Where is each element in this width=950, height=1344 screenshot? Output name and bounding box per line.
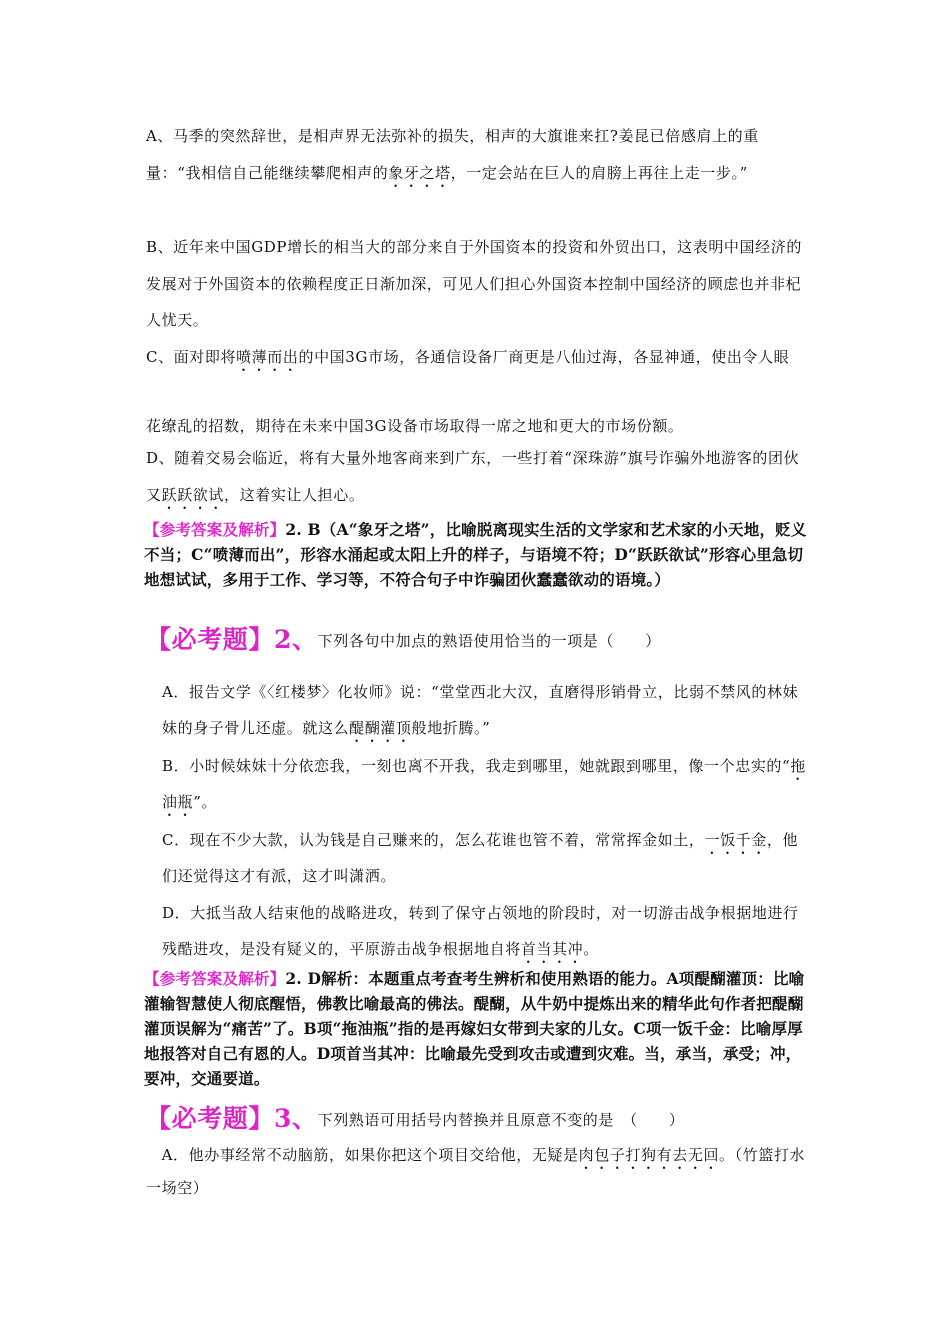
answer-tag: 【参考答案及解析】 [144,969,286,988]
option-c-paragraph: C．现在不少大款，认为钱是自己赚来的，怎么花谁也管不着，常常挥金如土，一饭千金，他们还觉得这才有派，这才叫潇洒。 [162,831,799,885]
option-a-paragraph: A．他办事经常不动脑筋，如果你把这个项目交给他，无疑是肉包子打狗有去无回。（竹篮打水一场空） [146,1146,806,1197]
emphasized-idiom: 跃跃欲试 [161,485,225,504]
emphasized-idiom: 一饭千金 [704,831,767,849]
option-d-paragraph: D、随着交易会临近，将有大量外地客商来到广东，一些打着“深珠游”旗号诈骗外地游客的团伙又跃跃欲试，这着实让人担心。 [146,449,800,504]
emphasized-idiom: 首当其冲 [520,940,584,958]
option-c-paragraph: C、面对即将喷薄而出的中国3G市场，各通信设备厂商更是八仙过海，各显神通，使出令人眼 [146,348,790,366]
answer-tag: 【参考答案及解析】 [144,520,286,539]
question-heading-3 [146,1103,846,1136]
option-c-continuation: 花缭乱的招数，期待在未来中国3G设备市场取得一席之地和更大的市场份额。 [146,417,684,435]
question-tag: 【必考题】2、 [146,625,318,654]
emphasized-idiom: 象牙之塔 [388,163,451,182]
emphasized-idiom: 喷薄而出 [236,348,299,366]
emphasized-idiom: 肉包子打狗有去无回 [578,1146,720,1164]
option-b-paragraph: B、近年来中国GDP增长的相当大的部分来自于外国资本的投资和外贸出口，这表明中国经济的发展对于外国资本的依赖程度正日渐加深，可见人们担心外国资本控制中国经济的顾虑也并非杞人忧天。 [146,238,802,329]
emphasized-idiom: 醍醐灌顶 [349,719,412,737]
question-text: 下列熟语可用括号内替换并且原意不变的是 （ ） [317,1111,685,1129]
answer-explanation-1: 【参考答案及解析】2. B（A“象牙之塔”，比喻脱离现实生活的文学家和艺术家的小天地，贬义不当；C“喷薄而出”，形容水涌起或太阳上升的样子，与语境不符；D“跃跃欲试”形容心里急切地想试试，多用于工作、学习等，不符合句子中诈骗团伙蠢蠢欲动的语境。） [144,520,807,589]
answer-explanation-2: 【参考答案及解析】2. D解析：本题重点考查考生辨析和使用熟语的能力。A项醍醐灌顶：比喻灌输智慧使人彻底醒悟，佛教比喻最高的佛法。醍醐，从牛奶中提炼出来的精华此句作者把醍醐灌顶误解为“痛苦”了。B项“拖油瓶”指的是再嫁妇女带到夫家的儿女。C项一饭千金：比喻厚厚地报答对自己有恩的人。D项首当其冲：比喻最先受到攻击或遭到灾难。当，承当，承受；冲，要冲，交通要道。 [144,969,805,1088]
option-a-paragraph: A、马季的突然辞世，是相声界无法弥补的损失，相声的大旗谁来扛?姜昆已倍感肩上的重量：“我相信自己能继续攀爬相声的象牙之塔，一定会站在巨人的肩膀上再往上走一步。” [146,127,759,182]
emphasized-idiom: 拖油瓶 [162,757,806,811]
option-b-paragraph: B．小时候妹妹十分依恋我，一刻也离不开我，我走到哪里，她就跟到哪里，像一个忠实的“拖油瓶”。 [162,757,806,811]
question-text: 下列各句中加点的熟语使用恰当的一项是（ ） [317,632,661,650]
question-tag: 【必考题】3、 [146,1104,318,1133]
option-d-paragraph: D．大抵当敌人结束他的战略进攻，转到了保守占领地的阶段时，对一切游击战争根据地进行残酷进攻，是没有疑义的，平原游击战争根据地自将首当其冲。 [162,904,799,958]
option-a-paragraph: A．报告文学《〈红楼梦〉化妆师》说：“堂堂西北大汉，直磨得形销骨立，比弱不禁风的林妹妹的身子骨儿还虚。就这么醍醐灌顶般地折腾。” [162,683,799,737]
question-heading-2 [146,624,846,657]
